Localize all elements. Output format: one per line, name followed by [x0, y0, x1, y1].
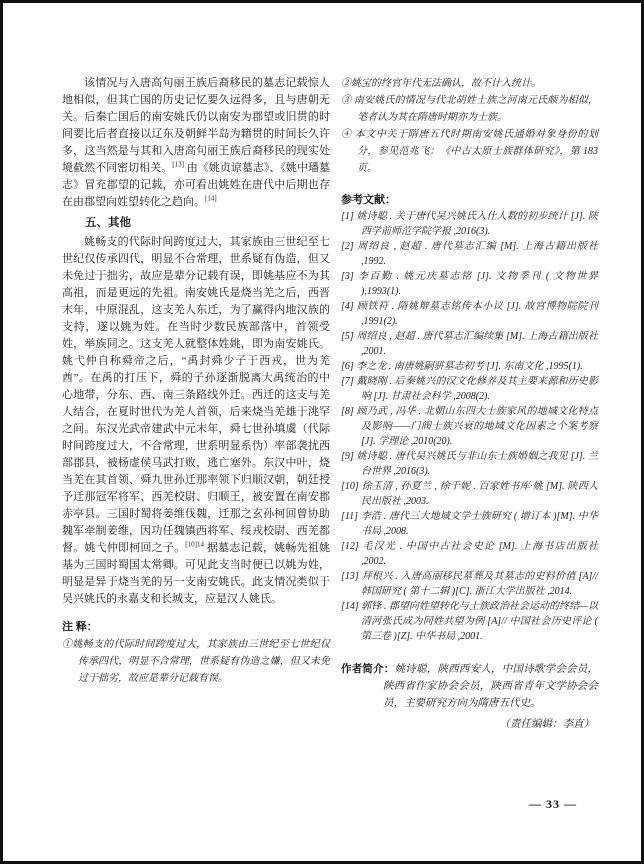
reference-item: [5] 周绍良 , 赵超 . 唐代墓志汇编续集 [M]. 上海古籍出版社 ,2001.: [341, 331, 598, 357]
reference-item: [6] 李之龙 . 南唐姚嗣骈墓志初考 [J]. 东南文化 ,1995(1).: [341, 361, 583, 372]
reference-item: [13] 拜根兴 . 入唐高丽移民墓葬及其墓志的史料价值 [A]// 韩国研究 ( 第十二辑 )[C]. 浙江大学出版社 ,2014.: [341, 571, 598, 597]
author-bio-label: 作者简介：: [341, 664, 395, 675]
section-heading: 五、其他: [85, 217, 131, 229]
reference-item: [12] 毛汉光 . 中国中古社会史论 [M]. 上海书店出版社 ,2002.: [341, 541, 598, 567]
body-paragraph-1: 该情况与入唐高句丽王族后裔移民的墓志记载惊人地相似，但其亡国的历史记忆要久远得多，且与唐朝无关。后秦亡国后的南安姚氏仍以南安为郡望或旧贯的时间要比后者直接以辽东及朝鲜半岛为籍贯的时间长久许多，这当然是与其和入唐高句丽王族后裔移民的现实处境截然不同密切相关。[13] 由《姚贞谅墓志》、《姚中璠墓志》冒充郡望的记载，亦可看出姚姓在唐代中后期也存在由郡望向姓望转化之趋向。[14]: [62, 77, 331, 208]
two-column-layout: [62, 75, 598, 733]
reference-item: [2] 周绍良 , 赵超 . 唐代墓志汇编 [M]. 上海古籍出版社 ,1992.: [341, 241, 598, 267]
notes-header: 注 释：: [62, 621, 98, 633]
author-bio: [341, 661, 598, 712]
body-paragraph-2: 姚畅支的代际时间跨度过大，其家族由三世纪至七世纪仅传承四代，明显不合常理，世系疑有伪造，但又未免过于拙劣，故应是辈分记载有误，即姚基应不为其高祖，而是更远的先祖。南安姚氏是烧当羌之后，西晋末年，中原混乱，这支羌人东迁，为了赢得内地汉族的支持，遂以姚为姓。在当时少数民族部落中，首领受姓，举族同之。这支羌人就整体姓姚，即为南安姚氏。姚弋仲自称舜帝之后，“禹封舜少子于西戎，世为羌酋”。在禹的打压下，舜的子孙逐渐脱离大禹统治的中心地带，分东、西、南三条路线外迁。西迁的这支与羌人结合，在夏时世代为羌人首领，后来烧当羌雄于洮罕之间。东汉光武帝建武中元末年，舜七世孙填虞（代际时间跨度过大，不合常理，世系明显系伪）率部袭扰西部郡县，被杨虚侯马武打败，逃亡塞外。东汉中叶，烧当羌在其首领、舜九世孙迁那率领下归顺汉朝，朝廷授予迁那冠军将军、西羌校尉、归顺王，被安置在南安郡赤亭县。三国时蜀将姜维伐魏，迁那之玄孙柯回曾协助魏军牵制姜维，因功任魏镇西将军、绥戎校尉、西羌都督。姚弋仲即柯回之子。$^{[10]14}$ 据墓志记载，姚畅先祖姚基为三国时蜀国太常卿。可见此支当时便已以姚为姓，明显是异于烧当羌的另一支南安姚氏。此支情况类似于吴兴姚氏的永嘉支和长城支，应是汉人姚氏。: [62, 236, 331, 605]
left-column: [62, 75, 330, 733]
note-item: ③ 南安姚氏的情况与代北胡姓士族之河南元氏颇为相似，笔者认为其在隋唐时期亦为士族。: [341, 95, 598, 123]
note-item: ④ 本文中关于隋唐五代时期南安姚氏通婚对象身份的划分，参见范兆飞：《中古太原士族群体研究》，第 183 页。: [341, 129, 598, 174]
author-bio-text: 姚诗聪，陕西西安人，中国诗歌学会会员，陕西省作家协会会员，陕西省青年文学协会会员，主要研究方向为隋唐五代史。: [383, 664, 599, 709]
notes-block: [62, 619, 330, 687]
note-item: ②姚宝的终官年代无法确认，故不计入统计。: [341, 78, 541, 89]
citation-superscript: [14]: [205, 194, 217, 203]
references-header: 参考文献：: [341, 194, 396, 206]
page-number: — 33 —: [529, 797, 577, 811]
reference-item: [7] 戴晓刚 . 后秦姚兴的汉文化修养及其主要来源和历史影响 [J]. 甘肃社会科学 ,2008(2).: [341, 376, 598, 402]
reference-item: [14] 郭锋 . 郡望向姓望转化与士族政治社会运动的终结—以清河张氏成为同姓共望为例 [A]// 中国社会历史评论 ( 第三卷 )[Z]. 中华书局 ,2001.: [341, 601, 598, 642]
reference-item: [10] 徐玉清 , 孙夏兰 , 徐千妮 . 百家姓书库·姚 [M]. 陕西人民出版社 ,2003.: [341, 481, 598, 507]
reference-item: [11] 李浩 . 唐代三大地域文学士族研究 ( 增订本 )[M]. 中华书局 ,2008.: [341, 511, 598, 537]
right-column: [341, 75, 598, 733]
reference-item: [1] 姚诗聪 . 关于唐代吴兴姚氏入仕人数的初步统计 [J]. 陕西学前师范学院学报 ,2016(3).: [341, 211, 598, 237]
reference-item: [4] 顾铁符 . 隋姚辩墓志铭传本小议 [J]. 故宫博物院院刊 ,1991(2).: [341, 301, 598, 327]
reference-item: [8] 顾乃武 , 冯华 . 北朝山东四大士族家风的地域文化特点及影响——门阀士族兴衰的地域文化因素之个案考察 [J]. 学理论 ,2010(20).: [341, 406, 598, 447]
reference-item: [9] 姚诗聪 . 唐代吴兴姚氏与非山东士族婚姻之我见 [J]. 兰台世界 ,2016(3).: [341, 451, 598, 477]
reference-list: [341, 209, 598, 644]
note-item: ①姚畅支的代际时间跨度过大，其家族由三世纪至七世纪仅传承四代，明显不合常理，世系疑有伪造之嫌，但又未免过于拙劣，故应是辈分记载有误。: [62, 639, 330, 684]
citation-superscript: [13]: [172, 160, 184, 169]
citation-superscript: [10]14: [185, 540, 204, 549]
reference-item: [3] 李百勤 . 姚元庆墓志铭 [J]. 文物季刊 ( 文物世界 ),1993(1).: [341, 271, 598, 297]
editor-credit: （责任编辑：李直）: [499, 719, 594, 730]
